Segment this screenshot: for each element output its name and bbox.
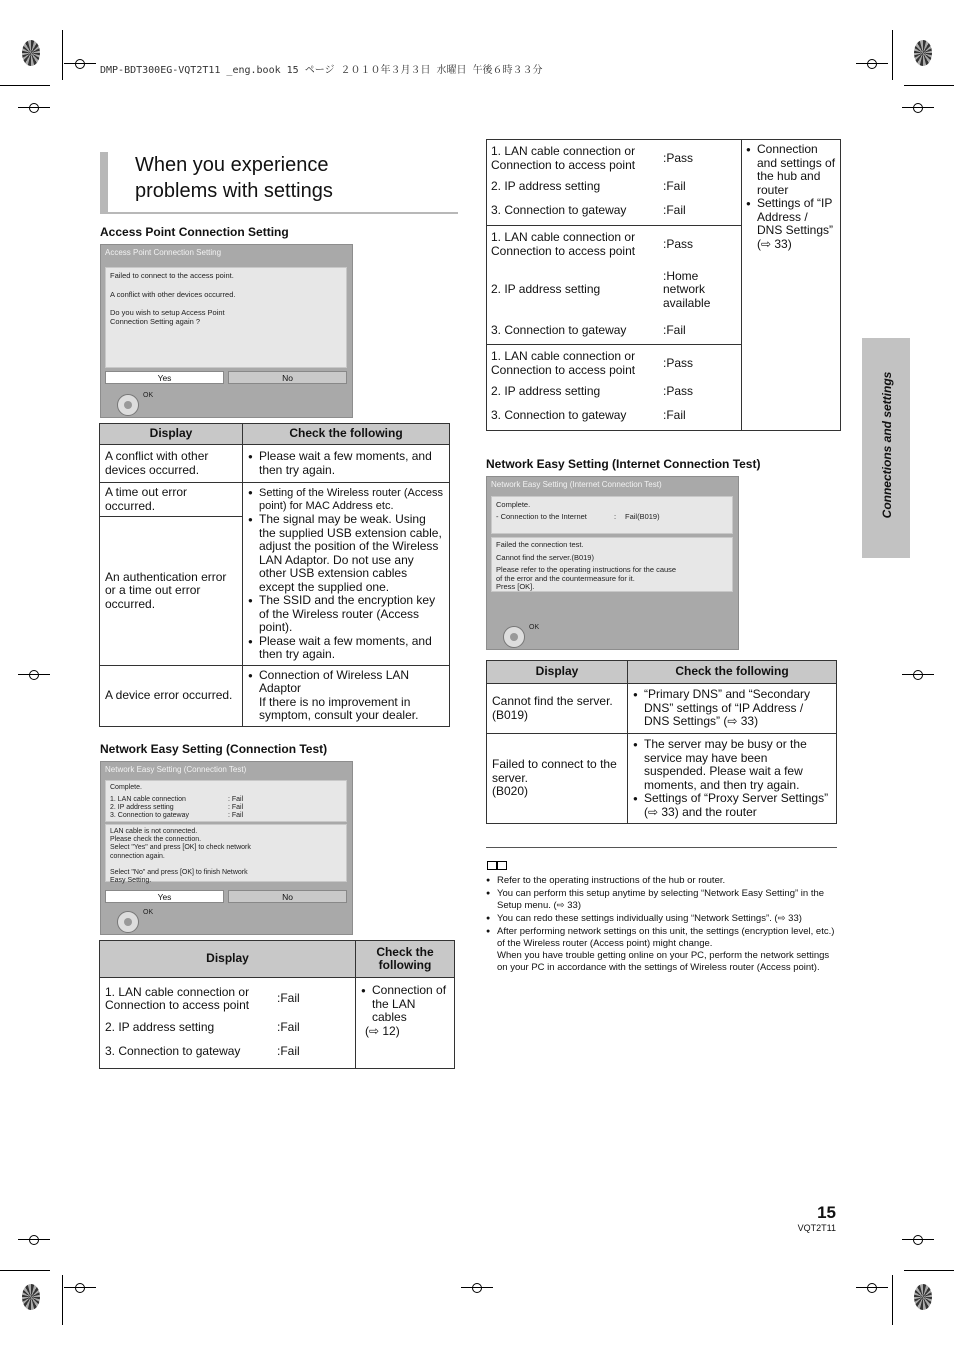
check-cell <box>628 734 837 824</box>
test-item: 2. IP address setting <box>105 1020 215 1035</box>
crop-mark <box>892 1275 893 1325</box>
test-result: :Fail <box>663 408 686 423</box>
message-line: Please refer to the operating instructions for the cause <box>496 565 677 574</box>
color-wheel-icon <box>22 1284 40 1310</box>
check-item: ● Settings of “Proxy Server Settings” (⇨ 33) and the router <box>633 792 831 819</box>
crop-mark <box>62 1275 63 1325</box>
check-item: ● “Primary DNS” and “Secondary DNS” settings of “IP Address / DNS Settings” (⇨ 33) <box>633 688 831 729</box>
notes-list <box>486 875 838 975</box>
remote-ok-icon <box>117 911 139 933</box>
ok-label: OK <box>143 392 154 399</box>
registration-mark-icon <box>469 1280 485 1296</box>
test-item: 1. LAN cable connection or Connection to access point <box>491 349 636 377</box>
book-icon <box>487 857 507 866</box>
display-cell: A conflict with other devices occurred. <box>100 445 243 483</box>
title-line-2: problems with settings <box>135 180 333 202</box>
message-line: Easy Setting. <box>110 877 152 885</box>
yes-button[interactable]: Yes <box>105 371 224 384</box>
screen-caption: Access Point Connection Setting <box>105 248 222 257</box>
result-item: - Connection to the Internet <box>496 512 587 521</box>
display-cell <box>487 734 628 824</box>
note-text: When you have trouble getting online on your PC, perform the network settings on your PC in accordance with the settings of Wireless router (Access point). <box>497 950 830 973</box>
note-text: After performing network settings on this unit, the settings (encryption level, etc.) of the Wireless router (Access point) might change. <box>497 926 835 949</box>
no-button[interactable]: No <box>228 890 347 903</box>
connection-result-table <box>486 139 841 431</box>
crop-mark <box>904 1270 954 1271</box>
screen-caption: Network Easy Setting (Internet Connection Test) <box>491 480 662 489</box>
registration-mark-icon <box>26 1232 42 1248</box>
check-item: ● The server may be busy or the service may have been suspended. Please wait a few moments, and then try again. <box>633 738 831 792</box>
registration-mark-icon <box>26 667 42 683</box>
message-line: Failed to connect to the access point. <box>110 271 234 280</box>
result-colon: : <box>614 512 617 521</box>
message-line: Please check the connection. <box>110 836 202 844</box>
test-result: :Pass <box>663 355 694 370</box>
message-line: Do you wish to setup Access Point <box>110 308 225 317</box>
display-cell <box>100 978 356 1069</box>
test-item: 3. Connection to gateway <box>491 203 627 218</box>
test-item: 3. Connection to gateway <box>491 322 627 337</box>
page-number: 15 <box>817 1203 836 1222</box>
access-point-screen <box>100 244 353 418</box>
column-header: Display <box>487 661 628 684</box>
check-note: If there is no improvement in symptom, consult your dealer. <box>259 694 419 722</box>
crop-mark <box>0 1270 50 1271</box>
test-result: :Fail <box>277 1044 300 1059</box>
check-item: ● The signal may be weak. Using the supplied USB extension cable, adjust the position of the Wireless LAN Adaptor. Do not use any other USB extension cables except the supplied one. <box>248 513 444 594</box>
check-item: ● Settings of “IP Address / DNS Settings” <box>746 197 836 238</box>
message-line: Cannot find the server.(B019) <box>496 552 594 562</box>
note-item: ● Refer to the operating instructions of the hub or router. <box>486 875 838 887</box>
result-value: : Fail <box>228 812 244 819</box>
message-line: A conflict with other devices occurred. <box>110 290 236 299</box>
result-value: : Fail <box>228 804 244 811</box>
registration-mark-icon <box>910 667 926 683</box>
connection-test-screen <box>100 761 353 935</box>
column-header: Check the following <box>243 424 450 445</box>
section-heading-connection-test: Network Easy Setting (Connection Test) <box>100 742 328 756</box>
column-header: Check the following <box>356 941 455 978</box>
check-ref: (⇨ 33) <box>757 236 792 251</box>
result-item: 3. Connection to gateway <box>110 812 189 819</box>
check-cell <box>243 483 450 666</box>
complete-text: Complete. <box>496 500 531 509</box>
registration-mark-icon <box>72 56 88 72</box>
internet-test-table <box>486 660 837 824</box>
color-wheel-icon <box>22 40 40 66</box>
test-result: :Fail <box>663 203 686 218</box>
message-line: Press [OK]. <box>496 582 535 591</box>
registration-mark-icon <box>864 56 880 72</box>
remote-ok-icon <box>503 626 525 648</box>
message-line: of the error and the countermeasure for it. <box>496 573 635 583</box>
test-result: :Fail <box>277 991 300 1006</box>
display-cell <box>487 226 742 345</box>
column-header: Check the following <box>628 661 837 684</box>
registration-mark-icon <box>910 100 926 116</box>
no-button[interactable]: No <box>228 371 347 384</box>
column-header: Display <box>100 424 243 445</box>
screen-caption: Network Easy Setting (Connection Test) <box>105 765 247 774</box>
note-item <box>486 926 838 974</box>
result-item: 2. IP address setting <box>110 804 174 811</box>
column-header: Display <box>100 941 356 978</box>
message-line: Select "Yes" and press [OK] to check network <box>110 844 251 852</box>
check-item: ● Connection of the LAN cables <box>361 984 449 1025</box>
document-code: VQT2T11 <box>797 1223 836 1233</box>
display-text: Failed to connect to the server. <box>492 757 617 785</box>
test-result: :Pass <box>663 236 694 251</box>
registration-mark-icon <box>72 1280 88 1296</box>
message-line: Connection Setting again ? <box>110 317 201 326</box>
message-panel <box>105 267 347 368</box>
complete-text: Complete. <box>110 784 142 791</box>
test-item: 2. IP address setting <box>491 282 601 297</box>
note-item: ● You can redo these settings individually using “Network Settings”. (⇨ 33) <box>486 913 838 925</box>
display-cell <box>487 140 742 226</box>
section-heading-internet-test: Network Easy Setting (Internet Connection Test) <box>486 457 761 471</box>
display-cell <box>487 345 742 431</box>
display-cell: An authentication error or a time out error occurred. <box>100 517 243 665</box>
note-item: ● You can perform this setup anytime by selecting “Network Easy Setting” in the Setup menu. (⇨ 33) <box>486 888 838 912</box>
check-cell <box>628 684 837 734</box>
registration-mark-icon <box>910 1232 926 1248</box>
test-item: 1. LAN cable connection or Connection to access point <box>491 144 636 172</box>
access-point-table <box>99 423 450 727</box>
test-item: 3. Connection to gateway <box>491 408 627 423</box>
result-item: 1. LAN cable connection <box>110 796 186 803</box>
test-item: 1. LAN cable connection or Connection to access point <box>491 230 636 258</box>
check-item: ● Connection of Wireless LAN Adaptor <box>248 669 444 696</box>
internet-test-screen <box>486 476 739 650</box>
test-item: 1. LAN cable connection or Connection to access point <box>105 984 250 1012</box>
message-line: Select "No" and press [OK] to finish Network <box>110 868 248 876</box>
notes-divider <box>486 847 837 848</box>
side-tab-label: Connections and settings <box>880 371 894 519</box>
test-result: :Fail <box>277 1020 300 1035</box>
test-item: 3. Connection to gateway <box>105 1044 241 1059</box>
display-cell: A device error occurred. <box>100 665 243 726</box>
crop-mark <box>62 30 63 80</box>
test-item: 2. IP address setting <box>491 179 601 194</box>
message-line: LAN cable is not connected. <box>110 828 198 835</box>
ok-label: OK <box>143 909 154 916</box>
connection-test-table <box>99 940 455 1069</box>
section-heading-access-point: Access Point Connection Setting <box>100 225 289 239</box>
result-value: Fail(B019) <box>625 512 660 521</box>
display-cell: Cannot find the server. (B019) <box>487 684 628 734</box>
display-cell: A time out error occurred. <box>100 483 243 517</box>
result-panel <box>491 496 733 534</box>
test-result: :Pass <box>663 150 694 165</box>
result-value: : Fail <box>228 796 244 803</box>
test-result: :Pass <box>663 384 694 399</box>
check-item: ● Please wait a few moments, and then try again. <box>248 635 444 662</box>
page-title <box>100 152 458 214</box>
yes-button[interactable]: Yes <box>105 890 224 903</box>
check-cell <box>356 978 455 1069</box>
check-item: ● Setting of the Wireless router (Access point) for MAC Address etc. <box>248 486 444 513</box>
section-side-tab <box>862 338 910 558</box>
error-code: (B020) <box>492 784 529 799</box>
check-cell <box>742 140 841 431</box>
print-header: DMP-BDT300EG-VQT2T11 _eng.book 15 ページ ２０１０年３月３日 水曜日 午後６時３３分 <box>100 65 543 76</box>
test-result: :Home network available <box>663 268 711 310</box>
check-cell <box>243 665 450 726</box>
test-result: :Fail <box>663 179 686 194</box>
message-line: Failed the connection test. <box>496 540 584 549</box>
check-cell <box>243 445 450 483</box>
color-wheel-icon <box>914 1284 932 1310</box>
check-item: ● Connection and settings of the hub and router <box>746 143 836 197</box>
test-result: :Fail <box>663 322 686 337</box>
message-line: connection again. <box>110 852 165 860</box>
crop-mark <box>0 85 50 86</box>
message-panel <box>105 824 347 885</box>
message-panel <box>491 537 733 592</box>
crop-mark <box>904 85 954 86</box>
result-panel <box>105 780 347 822</box>
registration-mark-icon <box>864 1280 880 1296</box>
check-item: ● The SSID and the encryption key of the Wireless router (Access point). <box>248 594 444 635</box>
color-wheel-icon <box>914 40 932 66</box>
check-ref: (⇨ 12) <box>365 1023 400 1038</box>
crop-mark <box>892 30 893 80</box>
remote-ok-icon <box>117 394 139 416</box>
title-line-1: When you experience <box>135 154 329 176</box>
registration-mark-icon <box>26 100 42 116</box>
test-item: 2. IP address setting <box>491 384 601 399</box>
check-item: ● Please wait a few moments, and then try again. <box>248 450 444 477</box>
ok-label: OK <box>529 624 540 631</box>
